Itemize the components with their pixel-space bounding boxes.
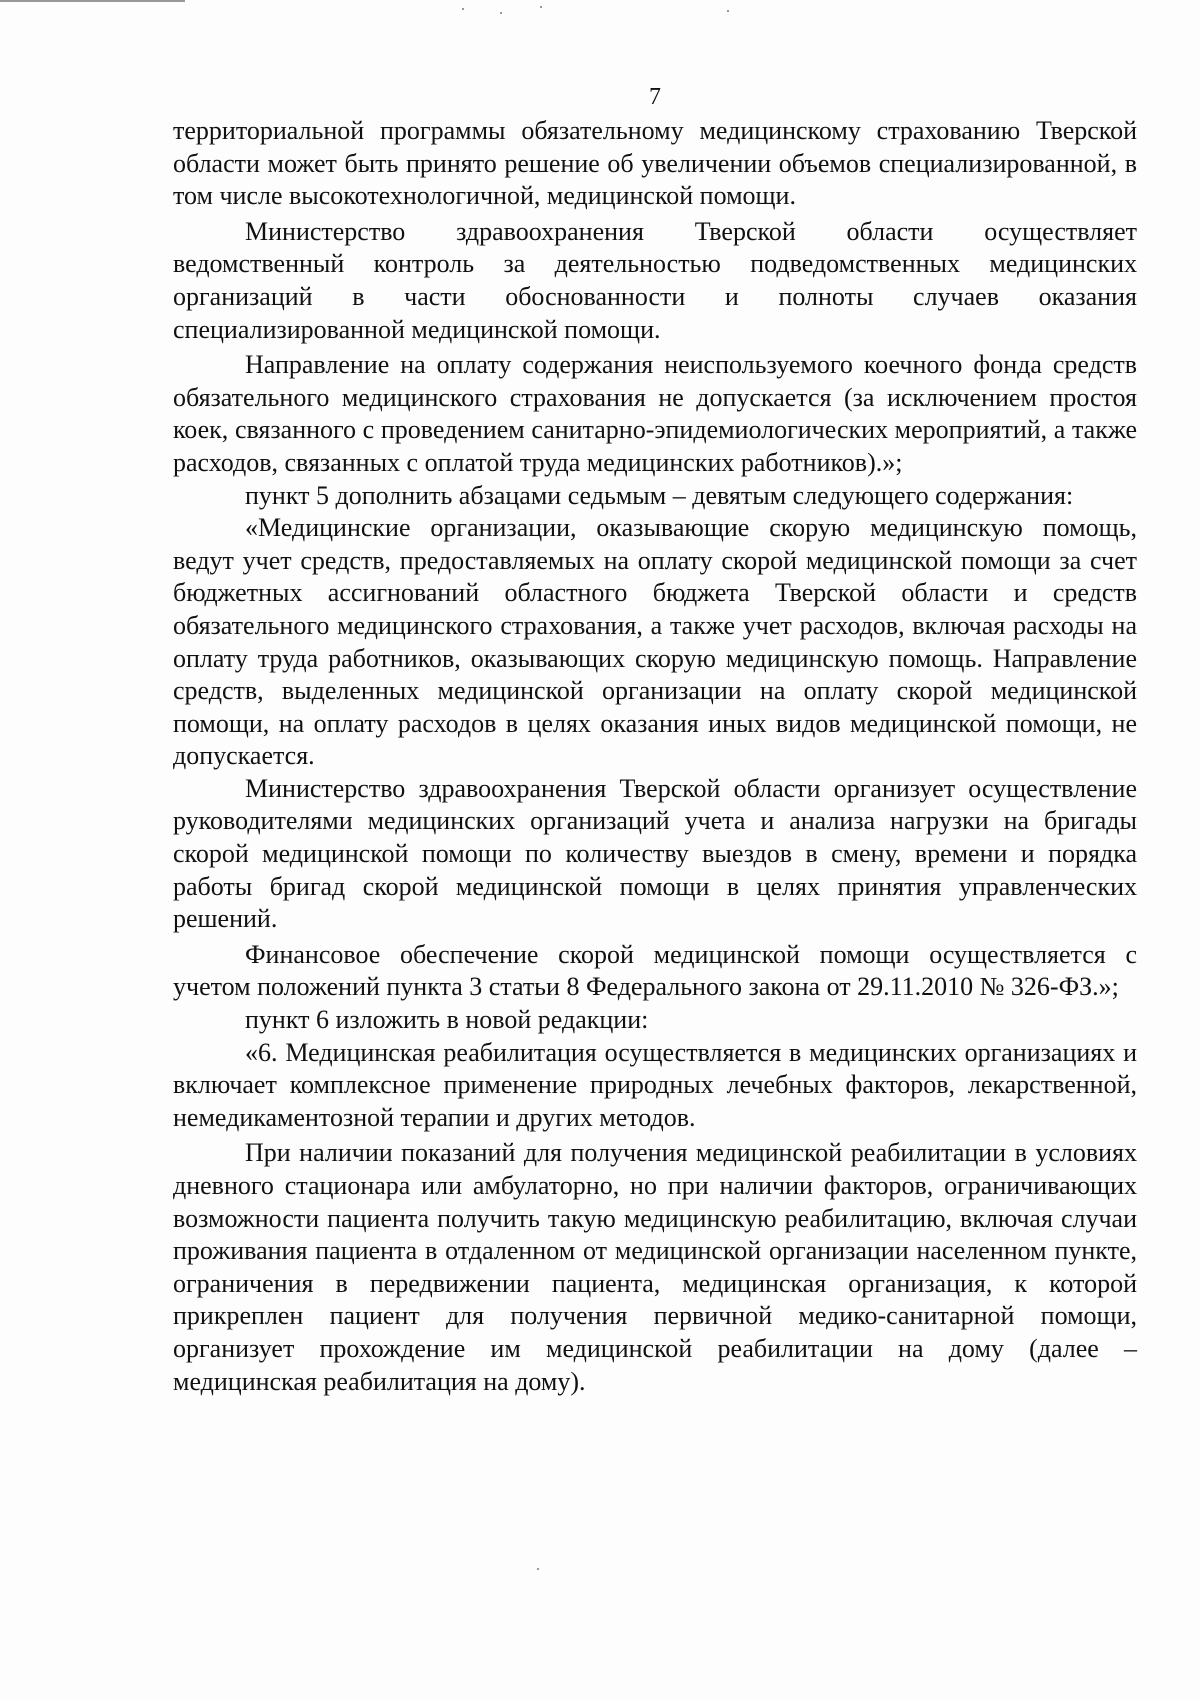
scan-speck bbox=[727, 10, 729, 12]
scan-speck bbox=[537, 1568, 539, 1570]
paragraph: пункт 6 изложить в новой редакции: bbox=[245, 1005, 649, 1035]
paragraph: территориальной программы обязательному медицинскому страхованию Тверской области может быть принято решение об увеличении объемов специализированной, в том числе высокотехнологичной, медицинской помощи. bbox=[173, 116, 1137, 211]
document-body bbox=[173, 115, 1137, 1398]
scan-speck bbox=[462, 8, 464, 10]
scan-speck bbox=[500, 12, 502, 14]
paragraph: При наличии показаний для получения медицинской реабилитации в условиях дневного стационара или амбулаторно, но при наличии факторов, ограничивающих возможности пациента получить такую медицинскую реабилитацию, включая случаи проживания пациента в отдаленном от медицинской организации населенном пункте, ограничения в передвижении пациента, медицинская организация, к которой прикреплен пациент для получения первичной медико-санитарной помощи, организует прохождение им медицинской реабилитации на дому (далее – медицинская реабилитация на дому). bbox=[173, 1138, 1137, 1396]
paragraph: пункт 5 дополнить абзацами седьмым – девятым следующего содержания: bbox=[245, 480, 1074, 510]
paragraph: Министерство здравоохранения Тверской области осуществляет ведомственный контроль за деятельностью подведомственных медицинских организаций в части обоснованности и полноты случаев оказания специализированной медицинской помощи. bbox=[173, 216, 1137, 344]
page-number: 7 bbox=[649, 84, 661, 110]
paragraph: Министерство здравоохранения Тверской области организует осуществление руководителями медицинских организаций учета и анализа нагрузки на бригады скорой медицинской помощи по количеству выездов в смену, времени и порядка работы бригад скорой медицинской помощи в целях принятия управленческих решений. bbox=[173, 773, 1137, 934]
paragraph: «6. Медицинская реабилитация осуществляется в медицинских организациях и включает комплексное применение природных лечебных факторов, лекарственной, немедикаментозной терапии и других методов. bbox=[173, 1037, 1137, 1132]
scan-artifact-line bbox=[0, 0, 185, 2]
paragraph: Направление на оплату содержания неиспользуемого коечного фонда средств обязательного медицинского страхования не допускается (за исключением простоя коек, связанного с проведением санитарно-эпидемиологических мероприятий, а также расходов, связанных с оплатой труда медицинских работников).»; bbox=[173, 350, 1137, 477]
scan-speck bbox=[540, 6, 542, 8]
paragraph: «Медицинские организации, оказывающие скорую медицинскую помощь, ведут учет средств, предоставляемых на оплату скорой медицинской помощи за счет бюджетных ассигнований областного бюджета Тверской области и средств обязательного медицинского страхования, а также учет расходов, включая расходы на оплату труда работников, оказывающих скорую медицинскую помощь. Направление средств, выделенных медицинской организации на оплату скорой медицинской помощи, на оплату расходов в целях оказания иных видов медицинской помощи, не допускается. bbox=[173, 513, 1137, 771]
paragraph: Финансовое обеспечение скорой медицинской помощи осуществляется с учетом положений пункта 3 статьи 8 Федерального закона от 29.11.2010 № 326-ФЗ.»; bbox=[173, 939, 1137, 1002]
